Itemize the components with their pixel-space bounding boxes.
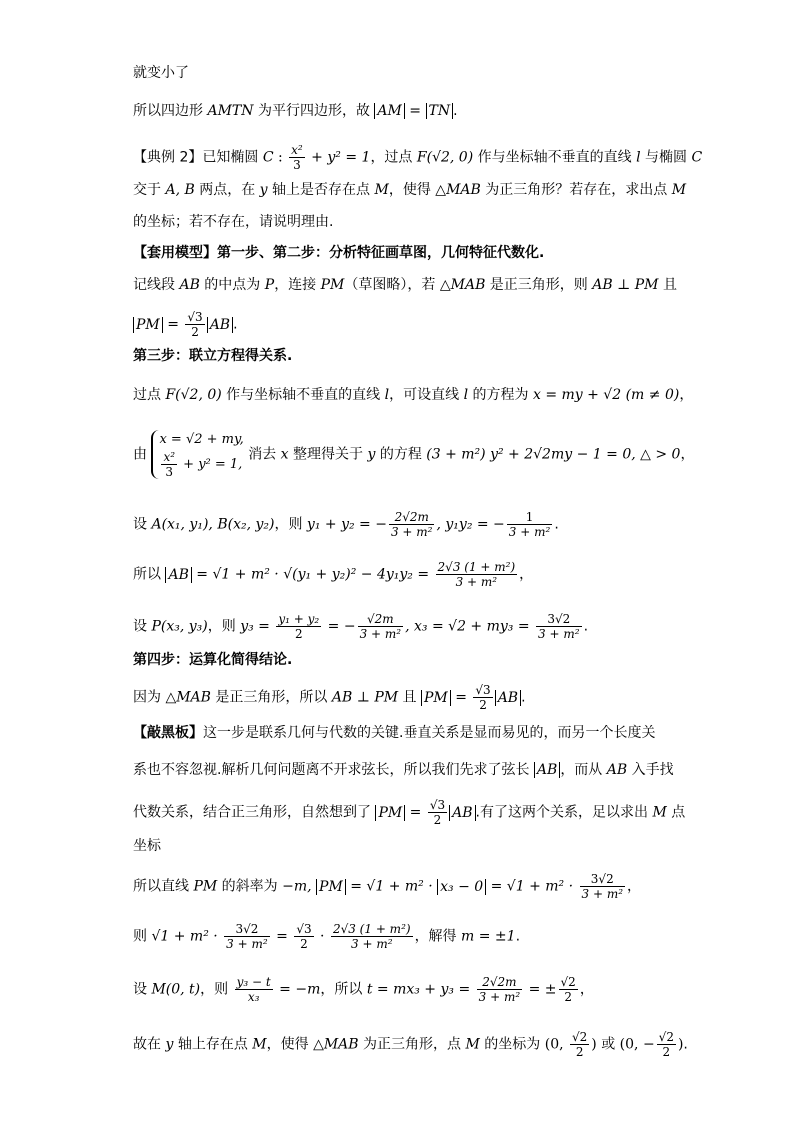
section-heading: 第四步：运算化简得结论. xyxy=(133,652,293,668)
fraction: $\frac{\text{x²}}{3}$ xyxy=(291,143,303,172)
text-line: 代数关系，结合正三角形，自然想到了 PM = $\frac{√3}{2}$ AB .有了这两个关系，足以求出 M 点 xyxy=(133,798,686,827)
text-line: 所以直线 PM 的斜率为 −m, PM = √1 + m² · x₃ − 0 = √1 + m² · $\frac{3√2}{\text{3 + m²}}$ ， xyxy=(133,872,642,901)
text-line: 的坐标；若不存在，请说明理由. xyxy=(133,214,334,230)
text-line: 由 x = √2 + my, $\frac{\text{x²}}{3}$ + y² = 1, 消去 x 整理得关于 y 的方程 (3 + m²) y² + 2√2my − 1 = 0, △ > 0， xyxy=(133,432,695,479)
text-line: 记线段 AB 的中点为 P，连接 PM（草图略），若 △MAB 是正三角形，则 AB ⊥ PM 且 xyxy=(133,277,677,293)
text-line: 坐标 xyxy=(133,838,161,854)
text-line: 因为 △MAB 是正三角形，所以 AB ⊥ PM 且 PM = $\frac{√3}{2}$ AB . xyxy=(133,683,526,712)
text-line: 设 M(0, t)，则 $\frac{\text{y₃ − t}}{\text{x₃}}$ = −m，所以 t = mx₃ + y₃ = $\frac{2√2m}{\text{3 + m²}}$ = ± $\frac{√2}{2}$ ， xyxy=(133,975,594,1004)
text-line: 交于 A, B 两点，在 y 轴上是否存在点 M，使得 △MAB 为正三角形？若存在，求出点 M xyxy=(133,182,687,198)
text-line: 设 A(x₁, y₁), B(x₂, y₂)，则 y₁ + y₂ = − $\frac{2√2m}{\text{3 + m²}}$ , y₁y₂ = − $\frac{1}{\text{3 + m²}}$ . xyxy=(133,510,559,539)
section-heading: 第三步：联立方程得关系. xyxy=(133,348,293,364)
fraction: $\frac{√3}{2}$ xyxy=(187,310,203,339)
text-line: 设 P(x₃, y₃)，则 y₃ = $\frac{\text{y₁ + y₂}}{2}$ = − $\frac{√2m}{\text{3 + m²}}$ , x₃ = √2 + my₃ = $\frac{3√2}{\text{3 + m²}}$ . xyxy=(133,612,589,641)
section-heading: 【套用模型】第一步、第二步：分析特征画草图，几何特征代数化. xyxy=(133,245,545,261)
text-line: 就变小了 xyxy=(133,65,189,81)
text-line: 所以四边形 AMTN 为平行四边形，故 AM = TN . xyxy=(133,103,458,119)
text-line: 过点 F(√2, 0) 作与坐标轴不垂直的直线 l，可设直线 l 的方程为 x = my + √2 (m ≠ 0)， xyxy=(133,387,694,403)
text-line: 【典例 2】已知椭圆 C : $\frac{\text{x²}}{3}$ + y² = 1，过点 F(√2, 0) 作与坐标轴不垂直的直线 l 与椭圆 C xyxy=(133,143,703,172)
text-line: 则 √1 + m² · $\frac{3√2}{\text{3 + m²}}$ = $\frac{√3}{2}$ · $\frac{\text{2√3 (1 + m²)}}{\text{3 + m²}}$ ，解得 m = ±1. xyxy=(133,922,521,951)
text-line: 故在 y 轴上存在点 M，使得 △MAB 为正三角形，点 M 的坐标为 (0, $\frac{√2}{2}$ ) 或 (0, − $\frac{√2}{2}$ ). xyxy=(133,1030,688,1059)
text-line: 系也不容忽视.解析几何问题离不开求弦长，所以我们先求了弦长 AB ，而从 AB 入手找 xyxy=(133,762,674,778)
text-line: PM = $\frac{√3}{2}$ AB . xyxy=(133,310,666,339)
equation-system: x = √2 + my, $\frac{\text{x²}}{3}$ + y² = 1, xyxy=(151,430,243,479)
text-line: 所以 AB = √1 + m² · √(y₁ + y₂)² − 4y₁y₂ = $\frac{\text{2√3 (1 + m²)}}{\text{3 + m²}}$ ， xyxy=(133,560,534,589)
text-line: 【敲黑板】这一步是联系几何与代数的关键.垂直关系是显而易见的，而另一个长度关 xyxy=(133,725,656,741)
